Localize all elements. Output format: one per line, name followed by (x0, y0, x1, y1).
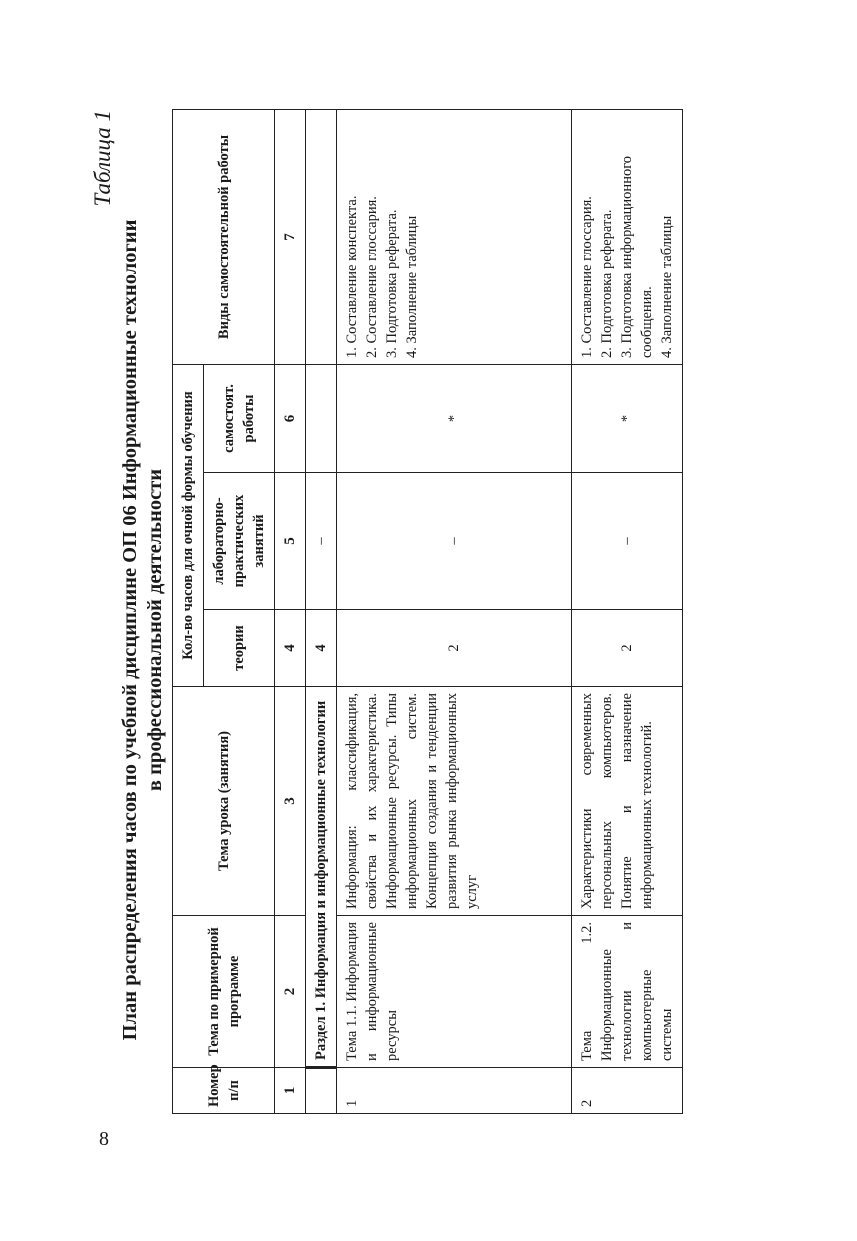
header-works: Виды самостоятельной работы (173, 110, 275, 365)
table-title (118, 110, 168, 1150)
section-title: Раздел 1. Информация и информационные технологии (306, 687, 337, 1068)
row-num: 2 (572, 1068, 683, 1114)
section-row (306, 110, 337, 1114)
row-works (337, 110, 572, 365)
table-row (337, 110, 572, 1114)
column-number-row (275, 110, 306, 1114)
works-item: 1. Составление глоссария. (579, 196, 595, 358)
section-lab: – (306, 473, 337, 610)
header-topic: Тема по примерной программе (173, 916, 275, 1068)
works-item: 2. Подготовка реферата. (599, 209, 615, 358)
row-theory: 2 (337, 610, 572, 687)
row-self: * (337, 365, 572, 473)
works-item: 2. Составление глоссария. (364, 196, 380, 358)
table-row (572, 110, 683, 1114)
works-list (342, 116, 422, 358)
section-empty-cell (306, 1068, 337, 1114)
col-num-7: 7 (275, 110, 306, 365)
works-item: 1. Составление конспекта. (344, 195, 360, 358)
header-theory: теории (204, 610, 275, 687)
col-num-6: 6 (275, 365, 306, 473)
section-theory: 4 (306, 610, 337, 687)
row-lesson: Характеристики современных персональных компьютеров. Понятие и назначение информационных технологий. (572, 687, 683, 916)
header-hours-group: Кол-во часов для очной формы обучения (173, 365, 204, 687)
works-item: 4. Заполнение таблицы (404, 215, 420, 358)
row-topic: Тема 1.1. Информация и информационные ресурсы (337, 916, 572, 1068)
works-item: 3. Подготовка реферата. (384, 209, 400, 358)
row-self: * (572, 365, 683, 473)
col-num-5: 5 (275, 473, 306, 610)
col-num-3: 3 (275, 687, 306, 916)
header-num: Номер п/п (173, 1068, 275, 1114)
header-row-1 (173, 110, 204, 1114)
col-num-2: 2 (275, 916, 306, 1068)
row-theory: 2 (572, 610, 683, 687)
title-line-1: План распределения часов по учебной дисциплине ОП 06 Информационные технологии (119, 219, 141, 1041)
header-self: самостоят. работы (204, 365, 275, 473)
rotated-page-content (88, 100, 788, 1150)
works-list (577, 116, 677, 358)
col-num-4: 4 (275, 610, 306, 687)
works-item: 3. Подготовка информационного сообщения. (619, 155, 655, 358)
row-lab: – (572, 473, 683, 610)
section-works (306, 110, 337, 365)
table-label: Таблица 1 (90, 110, 115, 207)
row-lab: – (337, 473, 572, 610)
row-works (572, 110, 683, 365)
col-num-1: 1 (275, 1068, 306, 1114)
header-lab: лабораторно-практических занятий (204, 473, 275, 610)
title-line-2: в профессиональной деятельности (144, 468, 166, 792)
row-topic: Тема 1.2. Информационные технологии и компьютерные системы (572, 916, 683, 1068)
page-number: 8 (99, 1128, 109, 1150)
section-self (306, 365, 337, 473)
row-lesson: Информация: классификация, свойства и их характеристика. Информационные ресурсы. Типы информационных систем. Концепция создания и тенденции развития рынка информационных услуг (337, 687, 572, 916)
hours-plan-table (172, 109, 683, 1114)
header-lesson: Тема урока (занятия) (173, 687, 275, 916)
works-item: 4. Заполнение таблицы (659, 215, 675, 358)
row-num: 1 (337, 1068, 572, 1114)
